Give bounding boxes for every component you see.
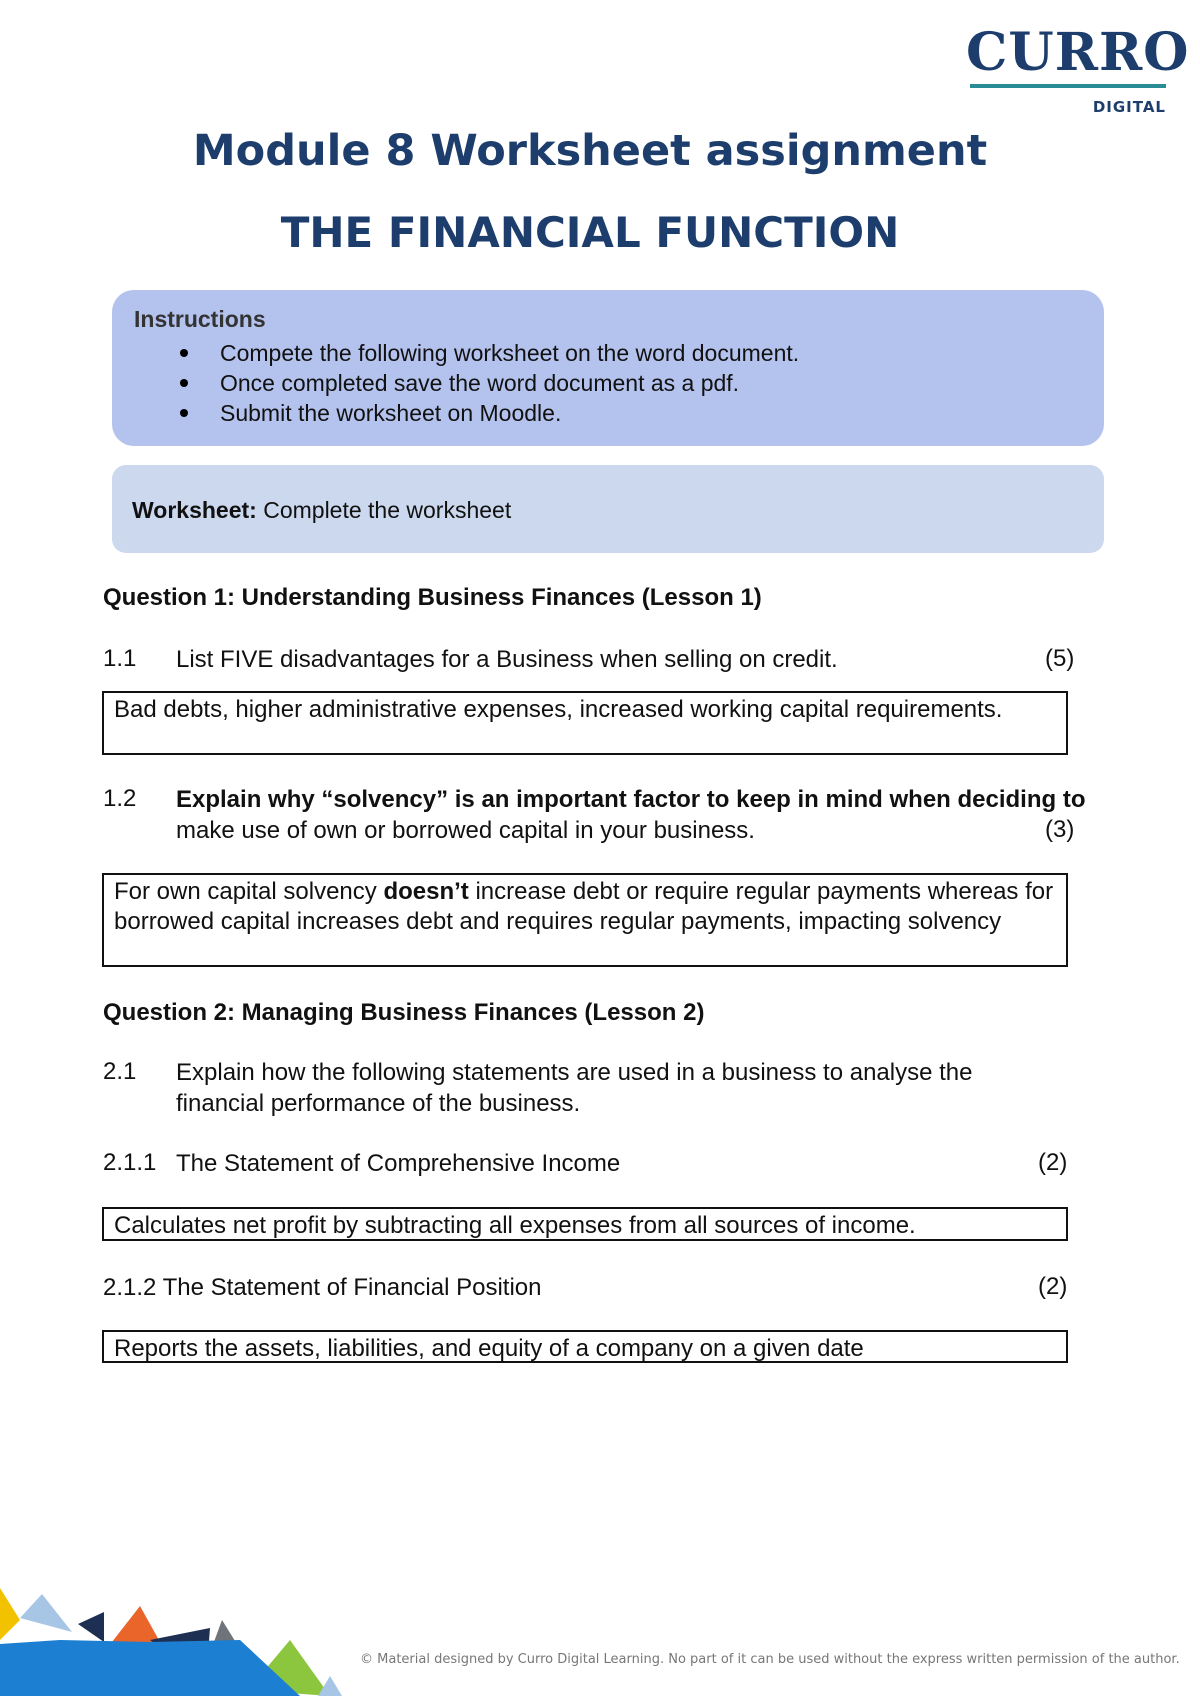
triangle-orange xyxy=(112,1606,160,1642)
instruction-item: Submit the worksheet on Moodle. xyxy=(176,398,799,428)
logo-wordmark: CURRO xyxy=(966,22,1190,83)
q2-1-number: 2.1 xyxy=(103,1058,137,1085)
instructions-list xyxy=(176,338,799,428)
q2-1-2-answer-box[interactable]: Reports the assets, liabilities, and equity of a company on a given date xyxy=(102,1330,1068,1363)
q1-1-text: List FIVE disadvantages for a Business when selling on credit. xyxy=(176,646,838,673)
q1-2-answer-post: increase debt or require regular payments whereas for borrowed capital increases debt and requires regular payments, impacting solvency xyxy=(114,878,1054,935)
q1-1-marks: (5) xyxy=(1045,645,1075,672)
q1-2-text-rest: make use of own or borrowed capital in your business. xyxy=(176,817,755,844)
q1-2-marks: (3) xyxy=(1045,816,1075,843)
instructions-box xyxy=(112,290,1104,446)
curro-digital-logo xyxy=(966,22,1190,116)
q2-1-1-marks: (2) xyxy=(1038,1149,1068,1176)
q1-2-text-bold: Explain why “solvency” is an important factor to keep in mind when deciding to xyxy=(176,786,1086,813)
worksheet-line xyxy=(132,497,511,524)
decorative-triangles xyxy=(0,1580,360,1696)
worksheet-text: Complete the worksheet xyxy=(256,497,512,523)
triangle-light-blue xyxy=(20,1594,72,1632)
q2-1-text: Explain how the following statements are used in a business to analyse the financial performance of the business. xyxy=(176,1059,973,1117)
worksheet-box xyxy=(112,465,1104,553)
q1-2-answer-pre: For own capital solvency xyxy=(114,878,384,905)
instruction-item: Compete the following worksheet on the word document. xyxy=(176,338,799,368)
question-1-heading: Question 1: Understanding Business Finances (Lesson 1) xyxy=(103,584,762,611)
q1-2-number: 1.2 xyxy=(103,785,137,812)
triangle-navy-small xyxy=(78,1612,104,1642)
question-2-heading: Question 2: Managing Business Finances (Lesson 2) xyxy=(103,999,705,1026)
q1-2-answer-bold: doesn’t xyxy=(383,878,469,905)
q2-1-2-text: 2.1.2 The Statement of Financial Position xyxy=(103,1274,542,1301)
logo-rule xyxy=(970,84,1166,88)
q2-1-1-answer-box[interactable]: Calculates net profit by subtracting all expenses from all sources of income. xyxy=(102,1207,1068,1241)
q2-1-1-number: 2.1.1 xyxy=(103,1149,157,1176)
instruction-item: Once completed save the word document as a pdf. xyxy=(176,368,799,398)
triangle-blue-base xyxy=(0,1640,300,1696)
worksheet-label: Worksheet: xyxy=(132,497,257,523)
q1-1-answer-box[interactable]: Bad debts, higher administrative expenses, increased working capital requirements. xyxy=(102,691,1068,755)
document-title: Module 8 Worksheet assignment xyxy=(192,126,988,176)
q2-1-2-marks: (2) xyxy=(1038,1273,1068,1300)
q1-1-number: 1.1 xyxy=(103,645,137,672)
triangle-yellow xyxy=(0,1588,20,1640)
logo-subtitle: DIGITAL xyxy=(1092,98,1166,116)
q2-1-1-text: The Statement of Comprehensive Income xyxy=(176,1150,621,1177)
q1-2-answer-box[interactable] xyxy=(102,873,1068,967)
instructions-heading: Instructions xyxy=(134,306,266,332)
footer-copyright: © Material designed by Curro Digital Learning. No part of it can be used without the express written permission of the author. xyxy=(360,1652,1180,1667)
document-subtitle: THE FINANCIAL FUNCTION xyxy=(280,208,900,257)
